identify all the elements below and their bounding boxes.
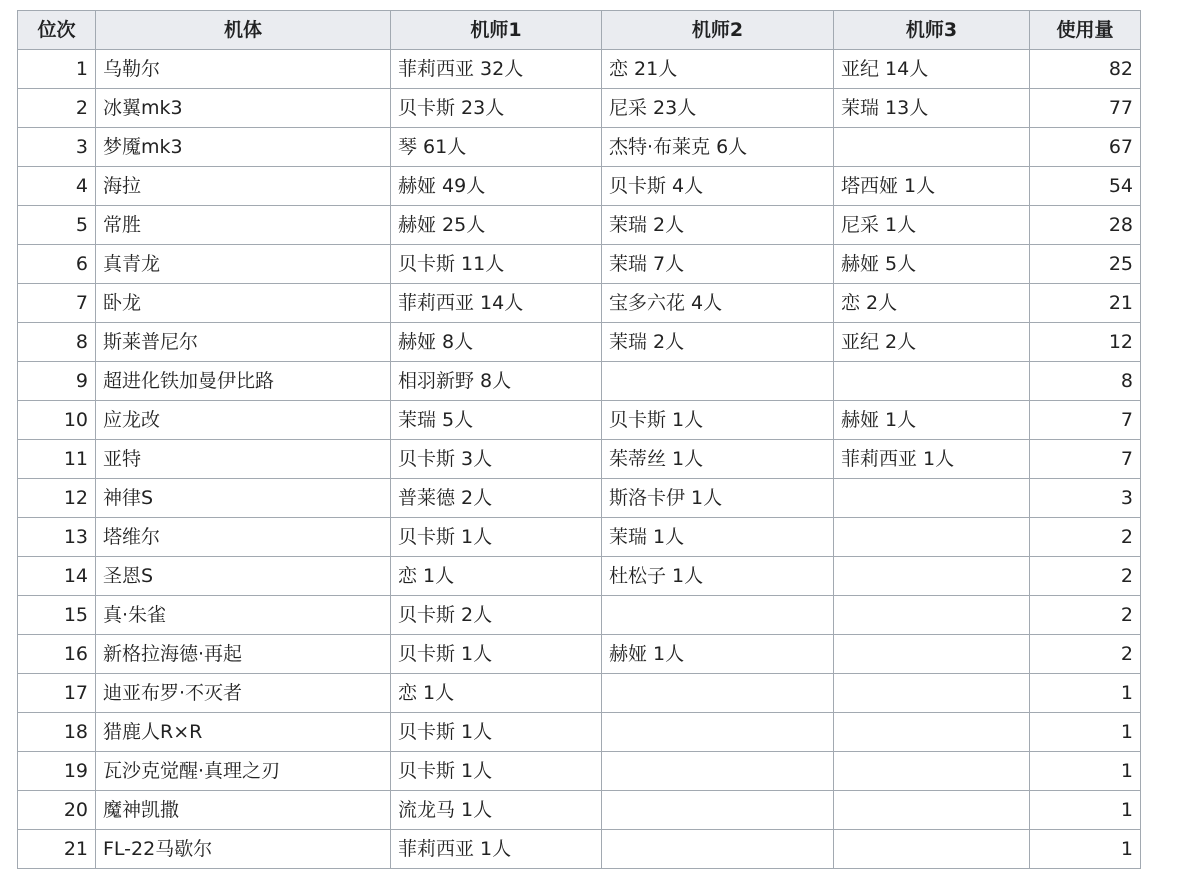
cell-usage: 1: [1030, 674, 1141, 713]
cell-unit: 猎鹿人R×R: [96, 713, 391, 752]
cell-unit: 魔神凯撒: [96, 791, 391, 830]
table-header: [18, 11, 1141, 50]
cell-unit: 亚特: [96, 440, 391, 479]
cell-rank: 1: [18, 50, 96, 89]
cell-usage: 2: [1030, 596, 1141, 635]
cell-pilot-1: 茉瑞 5人: [391, 401, 602, 440]
cell-pilot-3: [834, 128, 1030, 167]
cell-rank: 13: [18, 518, 96, 557]
cell-unit: 瓦沙克觉醒·真理之刃: [96, 752, 391, 791]
cell-pilot-1: 流龙马 1人: [391, 791, 602, 830]
cell-rank: 16: [18, 635, 96, 674]
cell-rank: 7: [18, 284, 96, 323]
cell-pilot-3: [834, 674, 1030, 713]
cell-usage: 2: [1030, 557, 1141, 596]
table-row: [18, 128, 1141, 167]
cell-pilot-3: 茉瑞 13人: [834, 89, 1030, 128]
cell-rank: 19: [18, 752, 96, 791]
ranking-table: [17, 10, 1141, 869]
table-row: [18, 518, 1141, 557]
cell-unit: 塔维尔: [96, 518, 391, 557]
cell-usage: 7: [1030, 440, 1141, 479]
cell-pilot-2: [602, 791, 834, 830]
cell-rank: 4: [18, 167, 96, 206]
cell-pilot-1: 赫娅 8人: [391, 323, 602, 362]
cell-pilot-2: [602, 674, 834, 713]
cell-rank: 18: [18, 713, 96, 752]
cell-pilot-2: 茉瑞 1人: [602, 518, 834, 557]
cell-usage: 12: [1030, 323, 1141, 362]
table-row: [18, 362, 1141, 401]
cell-pilot-3: [834, 635, 1030, 674]
cell-pilot-1: 贝卡斯 1人: [391, 635, 602, 674]
cell-rank: 12: [18, 479, 96, 518]
table-row: [18, 167, 1141, 206]
cell-usage: 54: [1030, 167, 1141, 206]
table-row: [18, 401, 1141, 440]
cell-rank: 11: [18, 440, 96, 479]
header-pilot-1: 机师1: [391, 11, 602, 50]
table-row: [18, 89, 1141, 128]
cell-usage: 3: [1030, 479, 1141, 518]
table-row: [18, 50, 1141, 89]
table-row: [18, 674, 1141, 713]
cell-pilot-2: [602, 596, 834, 635]
cell-pilot-2: 杰特·布莱克 6人: [602, 128, 834, 167]
cell-unit: 圣恩S: [96, 557, 391, 596]
cell-pilot-1: 贝卡斯 1人: [391, 752, 602, 791]
cell-unit: 卧龙: [96, 284, 391, 323]
table-row: [18, 752, 1141, 791]
header-unit: 机体: [96, 11, 391, 50]
table-body: [18, 50, 1141, 869]
cell-unit: 斯莱普尼尔: [96, 323, 391, 362]
table-row: [18, 635, 1141, 674]
cell-pilot-1: 贝卡斯 1人: [391, 518, 602, 557]
header-row: [18, 11, 1141, 50]
cell-pilot-2: 茉瑞 2人: [602, 206, 834, 245]
table-row: [18, 206, 1141, 245]
cell-pilot-1: 贝卡斯 2人: [391, 596, 602, 635]
cell-pilot-2: [602, 713, 834, 752]
cell-pilot-2: 赫娅 1人: [602, 635, 834, 674]
cell-pilot-1: 赫娅 25人: [391, 206, 602, 245]
cell-pilot-1: 琴 61人: [391, 128, 602, 167]
cell-pilot-3: [834, 479, 1030, 518]
cell-pilot-2: 茉瑞 2人: [602, 323, 834, 362]
cell-pilot-1: 恋 1人: [391, 557, 602, 596]
cell-usage: 2: [1030, 518, 1141, 557]
cell-pilot-1: 贝卡斯 11人: [391, 245, 602, 284]
table-row: [18, 323, 1141, 362]
header-pilot-3: 机师3: [834, 11, 1030, 50]
cell-pilot-3: 菲莉西亚 1人: [834, 440, 1030, 479]
cell-pilot-3: [834, 830, 1030, 869]
cell-unit: 迪亚布罗·不灭者: [96, 674, 391, 713]
cell-pilot-2: 尼采 23人: [602, 89, 834, 128]
cell-pilot-2: 茱蒂丝 1人: [602, 440, 834, 479]
cell-pilot-3: 尼采 1人: [834, 206, 1030, 245]
cell-pilot-1: 贝卡斯 23人: [391, 89, 602, 128]
table-row: [18, 791, 1141, 830]
cell-pilot-3: 恋 2人: [834, 284, 1030, 323]
cell-rank: 10: [18, 401, 96, 440]
cell-pilot-3: [834, 518, 1030, 557]
cell-usage: 67: [1030, 128, 1141, 167]
cell-pilot-1: 恋 1人: [391, 674, 602, 713]
cell-unit: 真·朱雀: [96, 596, 391, 635]
cell-pilot-1: 贝卡斯 1人: [391, 713, 602, 752]
cell-usage: 77: [1030, 89, 1141, 128]
cell-pilot-3: [834, 752, 1030, 791]
cell-rank: 21: [18, 830, 96, 869]
cell-unit: 神律S: [96, 479, 391, 518]
cell-usage: 1: [1030, 752, 1141, 791]
cell-unit: 常胜: [96, 206, 391, 245]
cell-usage: 25: [1030, 245, 1141, 284]
cell-unit: 冰翼mk3: [96, 89, 391, 128]
table-row: [18, 596, 1141, 635]
cell-pilot-2: [602, 752, 834, 791]
cell-pilot-3: [834, 713, 1030, 752]
cell-pilot-1: 菲莉西亚 1人: [391, 830, 602, 869]
cell-pilot-2: 宝多六花 4人: [602, 284, 834, 323]
cell-unit: FL-22马歇尔: [96, 830, 391, 869]
cell-pilot-3: 亚纪 2人: [834, 323, 1030, 362]
cell-pilot-2: 杜松子 1人: [602, 557, 834, 596]
cell-rank: 5: [18, 206, 96, 245]
cell-pilot-3: [834, 791, 1030, 830]
cell-pilot-2: 恋 21人: [602, 50, 834, 89]
cell-unit: 应龙改: [96, 401, 391, 440]
cell-pilot-1: 菲莉西亚 32人: [391, 50, 602, 89]
cell-pilot-1: 菲莉西亚 14人: [391, 284, 602, 323]
cell-pilot-2: [602, 830, 834, 869]
cell-pilot-3: 塔西娅 1人: [834, 167, 1030, 206]
cell-usage: 82: [1030, 50, 1141, 89]
table-row: [18, 713, 1141, 752]
cell-usage: 8: [1030, 362, 1141, 401]
cell-unit: 真青龙: [96, 245, 391, 284]
cell-pilot-3: 赫娅 1人: [834, 401, 1030, 440]
cell-rank: 17: [18, 674, 96, 713]
table-row: [18, 557, 1141, 596]
header-rank: 位次: [18, 11, 96, 50]
cell-pilot-2: [602, 362, 834, 401]
cell-pilot-1: 赫娅 49人: [391, 167, 602, 206]
cell-usage: 1: [1030, 791, 1141, 830]
cell-pilot-2: 茉瑞 7人: [602, 245, 834, 284]
cell-usage: 28: [1030, 206, 1141, 245]
table-row: [18, 284, 1141, 323]
cell-pilot-3: [834, 557, 1030, 596]
table-row: [18, 245, 1141, 284]
cell-rank: 3: [18, 128, 96, 167]
cell-pilot-3: [834, 362, 1030, 401]
cell-rank: 2: [18, 89, 96, 128]
cell-pilot-3: 赫娅 5人: [834, 245, 1030, 284]
cell-pilot-2: 贝卡斯 4人: [602, 167, 834, 206]
cell-rank: 8: [18, 323, 96, 362]
cell-pilot-3: 亚纪 14人: [834, 50, 1030, 89]
cell-pilot-1: 相羽新野 8人: [391, 362, 602, 401]
cell-unit: 超进化铁加曼伊比路: [96, 362, 391, 401]
cell-pilot-2: 贝卡斯 1人: [602, 401, 834, 440]
cell-unit: 梦魇mk3: [96, 128, 391, 167]
cell-usage: 1: [1030, 713, 1141, 752]
cell-rank: 9: [18, 362, 96, 401]
header-pilot-2: 机师2: [602, 11, 834, 50]
header-usage: 使用量: [1030, 11, 1141, 50]
cell-pilot-1: 贝卡斯 3人: [391, 440, 602, 479]
table-row: [18, 830, 1141, 869]
cell-rank: 14: [18, 557, 96, 596]
cell-unit: 海拉: [96, 167, 391, 206]
cell-rank: 20: [18, 791, 96, 830]
cell-pilot-3: [834, 596, 1030, 635]
cell-rank: 6: [18, 245, 96, 284]
cell-unit: 乌勒尔: [96, 50, 391, 89]
cell-usage: 2: [1030, 635, 1141, 674]
cell-unit: 新格拉海德·再起: [96, 635, 391, 674]
table-row: [18, 440, 1141, 479]
cell-rank: 15: [18, 596, 96, 635]
cell-usage: 7: [1030, 401, 1141, 440]
cell-usage: 21: [1030, 284, 1141, 323]
cell-usage: 1: [1030, 830, 1141, 869]
table-row: [18, 479, 1141, 518]
cell-pilot-2: 斯洛卡伊 1人: [602, 479, 834, 518]
cell-pilot-1: 普莱德 2人: [391, 479, 602, 518]
